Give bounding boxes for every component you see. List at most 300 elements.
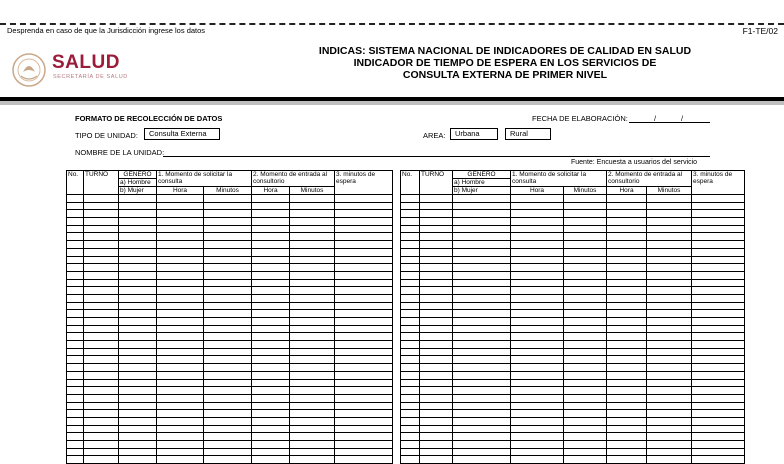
table-cell[interactable] [401,364,420,372]
table-cell[interactable] [67,433,84,441]
table-cell[interactable] [564,417,607,425]
table-cell[interactable] [157,364,204,372]
table-cell[interactable] [607,225,647,233]
table-cell[interactable] [204,294,252,302]
table-cell[interactable] [290,302,335,310]
table-cell[interactable] [157,279,204,287]
table-cell[interactable] [252,195,290,203]
table-cell[interactable] [290,233,335,241]
table-cell[interactable] [119,318,157,326]
table-cell[interactable] [420,448,453,456]
table-cell[interactable] [204,356,252,364]
table-cell[interactable] [67,341,84,349]
table-cell[interactable] [564,302,607,310]
table-cell[interactable] [252,318,290,326]
table-cell[interactable] [119,425,157,433]
table-cell[interactable] [290,333,335,341]
table-cell[interactable] [692,348,745,356]
table-cell[interactable] [607,394,647,402]
table-cell[interactable] [692,264,745,272]
table-cell[interactable] [564,256,607,264]
table-cell[interactable] [401,318,420,326]
table-cell[interactable] [453,241,511,249]
table-cell[interactable] [252,348,290,356]
table-cell[interactable] [692,287,745,295]
table-cell[interactable] [453,441,511,449]
table-cell[interactable] [335,279,393,287]
table-cell[interactable] [67,294,84,302]
table-cell[interactable] [647,310,692,318]
table-cell[interactable] [401,248,420,256]
table-cell[interactable] [252,341,290,349]
table-cell[interactable] [511,233,564,241]
table-cell[interactable] [647,210,692,218]
table-cell[interactable] [647,433,692,441]
table-cell[interactable] [607,448,647,456]
table-cell[interactable] [119,441,157,449]
table-cell[interactable] [335,394,393,402]
table-cell[interactable] [67,241,84,249]
table-cell[interactable] [84,248,119,256]
table-cell[interactable] [647,248,692,256]
table-cell[interactable] [692,218,745,226]
table-cell[interactable] [290,448,335,456]
table-cell[interactable] [511,302,564,310]
table-cell[interactable] [607,264,647,272]
table-cell[interactable] [335,271,393,279]
table-cell[interactable] [84,325,119,333]
table-cell[interactable] [157,387,204,395]
table-cell[interactable] [252,433,290,441]
table-cell[interactable] [692,425,745,433]
table-cell[interactable] [67,264,84,272]
table-cell[interactable] [607,271,647,279]
table-cell[interactable] [204,433,252,441]
table-cell[interactable] [252,333,290,341]
table-cell[interactable] [453,371,511,379]
table-cell[interactable] [252,325,290,333]
table-cell[interactable] [692,333,745,341]
table-cell[interactable] [564,387,607,395]
table-cell[interactable] [67,364,84,372]
table-cell[interactable] [119,348,157,356]
table-cell[interactable] [290,248,335,256]
table-cell[interactable] [420,218,453,226]
table-cell[interactable] [564,364,607,372]
table-cell[interactable] [119,433,157,441]
table-cell[interactable] [67,195,84,203]
table-cell[interactable] [67,248,84,256]
table-cell[interactable] [252,210,290,218]
table-cell[interactable] [252,287,290,295]
table-cell[interactable] [564,218,607,226]
table-cell[interactable] [511,271,564,279]
table-cell[interactable] [420,248,453,256]
table-cell[interactable] [157,333,204,341]
table-cell[interactable] [157,248,204,256]
table-cell[interactable] [67,456,84,464]
table-cell[interactable] [453,256,511,264]
table-cell[interactable] [67,371,84,379]
table-cell[interactable] [511,341,564,349]
table-cell[interactable] [84,417,119,425]
table-cell[interactable] [453,394,511,402]
table-cell[interactable] [692,417,745,425]
table-cell[interactable] [335,318,393,326]
table-cell[interactable] [335,387,393,395]
table-cell[interactable] [119,218,157,226]
table-cell[interactable] [67,310,84,318]
table-cell[interactable] [647,364,692,372]
table-cell[interactable] [204,279,252,287]
table-cell[interactable] [119,279,157,287]
table-cell[interactable] [119,379,157,387]
table-cell[interactable] [290,264,335,272]
table-cell[interactable] [511,433,564,441]
table-cell[interactable] [335,356,393,364]
table-cell[interactable] [401,441,420,449]
table-cell[interactable] [647,225,692,233]
table-cell[interactable] [453,433,511,441]
table-cell[interactable] [157,233,204,241]
table-cell[interactable] [119,302,157,310]
table-cell[interactable] [204,379,252,387]
table-cell[interactable] [119,356,157,364]
table-cell[interactable] [647,387,692,395]
table-cell[interactable] [290,256,335,264]
table-cell[interactable] [84,410,119,418]
table-cell[interactable] [564,371,607,379]
table-cell[interactable] [157,225,204,233]
table-cell[interactable] [647,279,692,287]
table-cell[interactable] [511,218,564,226]
table-cell[interactable] [204,394,252,402]
table-cell[interactable] [607,441,647,449]
table-cell[interactable] [692,310,745,318]
table-cell[interactable] [453,379,511,387]
table-cell[interactable] [420,202,453,210]
table-cell[interactable] [420,325,453,333]
table-cell[interactable] [647,325,692,333]
table-cell[interactable] [511,441,564,449]
table-cell[interactable] [67,210,84,218]
table-cell[interactable] [119,248,157,256]
table-cell[interactable] [335,448,393,456]
table-cell[interactable] [204,225,252,233]
table-cell[interactable] [204,210,252,218]
table-cell[interactable] [401,341,420,349]
table-cell[interactable] [607,294,647,302]
table-cell[interactable] [401,264,420,272]
table-cell[interactable] [84,456,119,464]
table-cell[interactable] [290,225,335,233]
table-cell[interactable] [67,348,84,356]
table-cell[interactable] [204,417,252,425]
table-cell[interactable] [335,425,393,433]
table-cell[interactable] [204,387,252,395]
table-cell[interactable] [692,371,745,379]
table-cell[interactable] [511,333,564,341]
table-cell[interactable] [564,379,607,387]
table-cell[interactable] [84,333,119,341]
table-cell[interactable] [453,410,511,418]
table-cell[interactable] [647,256,692,264]
table-cell[interactable] [420,425,453,433]
table-cell[interactable] [607,456,647,464]
table-cell[interactable] [453,195,511,203]
table-cell[interactable] [511,410,564,418]
table-cell[interactable] [511,279,564,287]
table-cell[interactable] [607,325,647,333]
table-cell[interactable] [453,218,511,226]
table-cell[interactable] [157,433,204,441]
table-cell[interactable] [157,356,204,364]
table-cell[interactable] [67,417,84,425]
unit-name-field[interactable] [163,156,710,157]
table-cell[interactable] [401,425,420,433]
table-cell[interactable] [204,410,252,418]
table-cell[interactable] [252,379,290,387]
table-cell[interactable] [564,325,607,333]
table-cell[interactable] [564,356,607,364]
table-cell[interactable] [290,348,335,356]
table-cell[interactable] [252,448,290,456]
table-cell[interactable] [290,279,335,287]
table-cell[interactable] [401,387,420,395]
area-option-urbana[interactable]: Urbana [450,128,498,140]
table-cell[interactable] [252,233,290,241]
table-cell[interactable] [401,333,420,341]
table-cell[interactable] [204,241,252,249]
table-cell[interactable] [401,294,420,302]
table-cell[interactable] [564,202,607,210]
table-cell[interactable] [607,233,647,241]
table-cell[interactable] [67,279,84,287]
table-cell[interactable] [420,394,453,402]
table-cell[interactable] [204,456,252,464]
table-cell[interactable] [84,394,119,402]
table-cell[interactable] [84,218,119,226]
table-cell[interactable] [453,364,511,372]
table-cell[interactable] [67,271,84,279]
table-cell[interactable] [401,210,420,218]
table-cell[interactable] [157,302,204,310]
table-cell[interactable] [564,410,607,418]
table-cell[interactable] [647,379,692,387]
table-cell[interactable] [252,248,290,256]
table-cell[interactable] [84,271,119,279]
table-cell[interactable] [204,441,252,449]
table-cell[interactable] [607,302,647,310]
table-cell[interactable] [157,456,204,464]
table-cell[interactable] [84,441,119,449]
table-cell[interactable] [290,425,335,433]
table-cell[interactable] [647,233,692,241]
table-cell[interactable] [647,218,692,226]
table-cell[interactable] [692,202,745,210]
table-cell[interactable] [511,364,564,372]
table-cell[interactable] [84,294,119,302]
table-cell[interactable] [401,325,420,333]
table-cell[interactable] [511,356,564,364]
table-cell[interactable] [84,195,119,203]
table-cell[interactable] [607,341,647,349]
table-cell[interactable] [420,241,453,249]
table-cell[interactable] [119,402,157,410]
table-cell[interactable] [335,456,393,464]
table-cell[interactable] [607,348,647,356]
table-cell[interactable] [84,356,119,364]
table-cell[interactable] [420,348,453,356]
table-cell[interactable] [67,256,84,264]
table-cell[interactable] [119,417,157,425]
table-cell[interactable] [335,264,393,272]
table-cell[interactable] [420,417,453,425]
table-cell[interactable] [607,356,647,364]
table-cell[interactable] [647,402,692,410]
table-cell[interactable] [692,279,745,287]
table-cell[interactable] [647,348,692,356]
table-cell[interactable] [420,256,453,264]
table-cell[interactable] [401,279,420,287]
table-cell[interactable] [157,325,204,333]
table-cell[interactable] [204,364,252,372]
table-cell[interactable] [511,325,564,333]
table-cell[interactable] [335,233,393,241]
table-cell[interactable] [157,210,204,218]
table-cell[interactable] [647,410,692,418]
table-cell[interactable] [511,294,564,302]
table-cell[interactable] [420,210,453,218]
table-cell[interactable] [607,241,647,249]
table-cell[interactable] [564,210,607,218]
table-cell[interactable] [204,256,252,264]
table-cell[interactable] [564,233,607,241]
table-cell[interactable] [119,233,157,241]
table-cell[interactable] [252,402,290,410]
table-cell[interactable] [335,241,393,249]
table-cell[interactable] [157,195,204,203]
table-cell[interactable] [453,456,511,464]
table-cell[interactable] [607,425,647,433]
table-cell[interactable] [84,379,119,387]
table-cell[interactable] [335,248,393,256]
table-cell[interactable] [290,318,335,326]
table-cell[interactable] [453,425,511,433]
table-cell[interactable] [335,364,393,372]
table-cell[interactable] [420,341,453,349]
table-cell[interactable] [290,356,335,364]
table-cell[interactable] [647,271,692,279]
table-cell[interactable] [157,241,204,249]
table-cell[interactable] [564,425,607,433]
table-cell[interactable] [511,256,564,264]
table-cell[interactable] [157,379,204,387]
table-cell[interactable] [290,241,335,249]
table-cell[interactable] [420,364,453,372]
table-cell[interactable] [157,218,204,226]
table-cell[interactable] [564,341,607,349]
table-cell[interactable] [511,456,564,464]
table-cell[interactable] [692,448,745,456]
table-cell[interactable] [692,433,745,441]
table-cell[interactable] [157,256,204,264]
table-cell[interactable] [420,279,453,287]
table-cell[interactable] [511,425,564,433]
table-cell[interactable] [84,387,119,395]
table-cell[interactable] [607,310,647,318]
table-cell[interactable] [511,248,564,256]
table-cell[interactable] [511,394,564,402]
table-cell[interactable] [607,417,647,425]
table-cell[interactable] [67,394,84,402]
table-cell[interactable] [67,287,84,295]
table-cell[interactable] [647,264,692,272]
table-cell[interactable] [157,310,204,318]
table-cell[interactable] [692,387,745,395]
table-cell[interactable] [453,264,511,272]
table-cell[interactable] [564,195,607,203]
table-cell[interactable] [335,310,393,318]
table-cell[interactable] [420,387,453,395]
table-cell[interactable] [67,379,84,387]
table-cell[interactable] [420,271,453,279]
table-cell[interactable] [420,225,453,233]
table-cell[interactable] [401,218,420,226]
table-cell[interactable] [204,425,252,433]
table-cell[interactable] [564,287,607,295]
table-cell[interactable] [157,402,204,410]
table-cell[interactable] [401,448,420,456]
table-cell[interactable] [607,279,647,287]
table-cell[interactable] [511,310,564,318]
table-cell[interactable] [157,417,204,425]
table-cell[interactable] [511,371,564,379]
table-cell[interactable] [420,402,453,410]
table-cell[interactable] [204,402,252,410]
table-cell[interactable] [119,271,157,279]
table-cell[interactable] [290,417,335,425]
table-cell[interactable] [453,325,511,333]
table-cell[interactable] [692,441,745,449]
table-cell[interactable] [252,441,290,449]
table-cell[interactable] [157,287,204,295]
table-cell[interactable] [564,310,607,318]
table-cell[interactable] [401,233,420,241]
table-cell[interactable] [157,410,204,418]
table-cell[interactable] [607,248,647,256]
table-cell[interactable] [157,318,204,326]
table-cell[interactable] [692,210,745,218]
table-cell[interactable] [401,410,420,418]
table-cell[interactable] [119,264,157,272]
table-cell[interactable] [157,371,204,379]
table-cell[interactable] [67,448,84,456]
table-cell[interactable] [290,387,335,395]
table-cell[interactable] [401,456,420,464]
table-cell[interactable] [119,241,157,249]
table-cell[interactable] [252,302,290,310]
table-cell[interactable] [119,225,157,233]
table-cell[interactable] [401,433,420,441]
table-cell[interactable] [647,448,692,456]
table-cell[interactable] [119,210,157,218]
table-cell[interactable] [453,341,511,349]
table-cell[interactable] [252,225,290,233]
table-cell[interactable] [157,271,204,279]
table-cell[interactable] [564,225,607,233]
table-cell[interactable] [564,264,607,272]
